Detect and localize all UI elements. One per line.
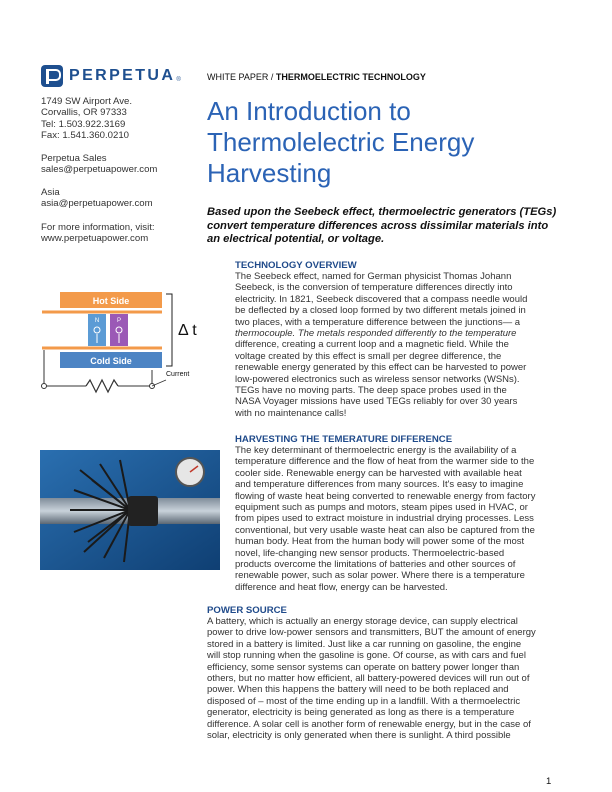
body-line: low-powered electronics such as wireless sensor networks (WSNs). — [235, 373, 520, 385]
p-label: P — [116, 318, 122, 324]
body-line: difference. A solar cell is another form of renewable energy, but in the case of — [207, 718, 531, 730]
seebeck-diagram — [38, 290, 218, 400]
website-link[interactable]: www.perpetuapower.com — [41, 233, 149, 245]
body-line: power. When this happens the battery will need to be both replaced and — [207, 684, 509, 696]
body-line: conventional, but very usable waste heat can also be captured from the — [235, 524, 535, 536]
body-line: others, but no matter how efficient, all battery-powered devices will run out of — [207, 673, 530, 685]
hot-side-label: Hot Side — [92, 296, 130, 306]
body-line: NASA Voyager missions have used TEGs reliably for over 30 years — [235, 396, 518, 408]
body-line: TEGs have no moving parts. The deep space probes used in the — [235, 385, 507, 397]
section-harvesting — [235, 434, 565, 593]
body-line: novel, life-changing new sensor products. Thermoelectric-based — [235, 547, 505, 559]
body-line: and temperature differences from many sources. It's easy to imagine — [235, 479, 524, 491]
section-body — [207, 616, 567, 741]
document-kicker — [207, 72, 426, 82]
body-line: solar, electricity is only generated when there is sunlight. A third possible — [207, 730, 511, 742]
heat-sink-photo — [40, 450, 220, 570]
info-label: For more information, visit: — [41, 222, 155, 233]
address-line: 1749 SW Airport Ave. — [41, 96, 133, 107]
perpetua-logo-icon — [41, 65, 63, 87]
contact-asia — [41, 187, 201, 210]
lead-paragraph: Based upon the Seebeck effect, thermoelectric generators (TEGs) convert temperature differences across dissimilar materials into an electrical potential, or voltage. — [207, 206, 557, 246]
contact-sales — [41, 153, 201, 176]
phone-line: Tel: 1.503.922.3169 — [41, 118, 126, 130]
section-heading: POWER SOURCE — [207, 605, 287, 616]
fax-line: Fax: 1.541.360.0210 — [41, 130, 130, 142]
address-line: Corvallis, OR 97333 — [41, 107, 127, 119]
body-line: renewable power, such as solar power. Where there is a temperature — [235, 570, 525, 582]
body-line: Seebeck, is the conversion of temperature differences directly into — [235, 282, 513, 294]
body-line: renewable energy generated by this effect can be harvested to power — [235, 362, 527, 374]
body-line: difference and heat flow, energy can be harvested. — [235, 581, 448, 593]
section-power-source — [207, 605, 567, 741]
sales-email-link[interactable]: sales@perpetuapower.com — [41, 164, 158, 176]
delta-t-label: Δ t — [178, 322, 197, 339]
body-line: The Seebeck effect, named for German physicist Thomas Johann — [235, 271, 512, 282]
body-line: disposed of – most of the time ending up in a landfill. With a thermoelectric — [207, 695, 521, 707]
current-label: Current — [166, 371, 190, 378]
delta-bracket — [166, 294, 172, 366]
asia-email-link[interactable]: asia@perpetuapower.com — [41, 198, 153, 210]
page-title: An Introduction to Thermolelectric Energy Harvesting — [207, 96, 475, 188]
kicker-prefix: WHITE PAPER / — [207, 72, 276, 82]
section-technology-overview — [235, 260, 565, 419]
sales-label: Perpetua Sales — [41, 153, 107, 164]
body-line: generator, electricity is being generated as long as there is a temperature — [207, 707, 515, 719]
logo-text: PERPETUA — [69, 67, 176, 84]
kicker-topic: THERMOELECTRIC TECHNOLOGY — [275, 72, 426, 82]
body-line: electricity. In 1821, Seebeck discovered that a compass needle would — [235, 293, 528, 305]
body-line: stored in a battery is limited. Just like a car running on gasoline, the engine — [207, 638, 522, 650]
terminal-icon — [42, 384, 47, 389]
body-line: will stop running when the gasoline is gone. Of course, as with cars and fuel — [207, 650, 526, 662]
teg-module — [128, 496, 158, 526]
contact-info — [41, 222, 201, 245]
resistor-icon — [86, 380, 118, 392]
body-line: equipment such as pumps and motors, steam pipes used in HVAC, or — [235, 502, 528, 514]
page-number: 1 — [546, 776, 552, 787]
body-line: temperature difference and the flow of heat from the warmer side to the — [235, 456, 535, 468]
n-label: N — [94, 318, 100, 324]
body-line: products overcome the limitations of batteries and other sources of — [235, 559, 516, 571]
body-line: difference, creating a current loop and a magnetic field. While the — [235, 339, 509, 351]
section-body — [235, 271, 565, 419]
asia-label: Asia — [41, 187, 60, 198]
section-body — [235, 445, 565, 593]
cold-side-label: Cold Side — [90, 356, 132, 366]
body-line: The key determinant of thermoelectric energy is the availability of a — [235, 445, 517, 456]
body-line: cooler side. Renewable energy can be harvested with available heat — [235, 467, 522, 479]
body-line: voltage created by this effect is small per degree difference, the — [235, 350, 502, 362]
body-line: flowing of waste heat being converted to renewable energy from factory — [235, 490, 536, 502]
body-line: efficiency, some sensor systems can operate on battery power longer than — [207, 661, 520, 673]
logo-registered-mark: ® — [176, 77, 181, 83]
company-logo — [41, 63, 181, 89]
body-line: A battery, which is actually an energy storage device, can supply electrical — [207, 616, 518, 627]
current-pointer — [152, 380, 166, 386]
body-line: from pipes used to extract moisture in industrial drying processes. Less — [235, 513, 534, 525]
section-heading: TECHNOLOGY OVERVIEW — [235, 260, 357, 271]
body-line: two places, with a temperature difference between the junctions— a — [235, 316, 520, 328]
body-line: human body. Heat from the human body will power some of the most — [235, 536, 525, 548]
body-line: with no maintenance calls! — [235, 407, 347, 419]
body-line: be deflected by a closed loop formed by two different metals joined in — [235, 305, 526, 317]
body-line: power to drive low-power sensors and transmitters, BUT the amount of energy — [207, 627, 536, 639]
contact-address — [41, 96, 201, 142]
section-heading: HARVESTING THE TEMERATURE DIFFERENCE — [235, 434, 453, 445]
body-line: thermocouple. The metals responded differently to the temperature — [235, 328, 517, 340]
